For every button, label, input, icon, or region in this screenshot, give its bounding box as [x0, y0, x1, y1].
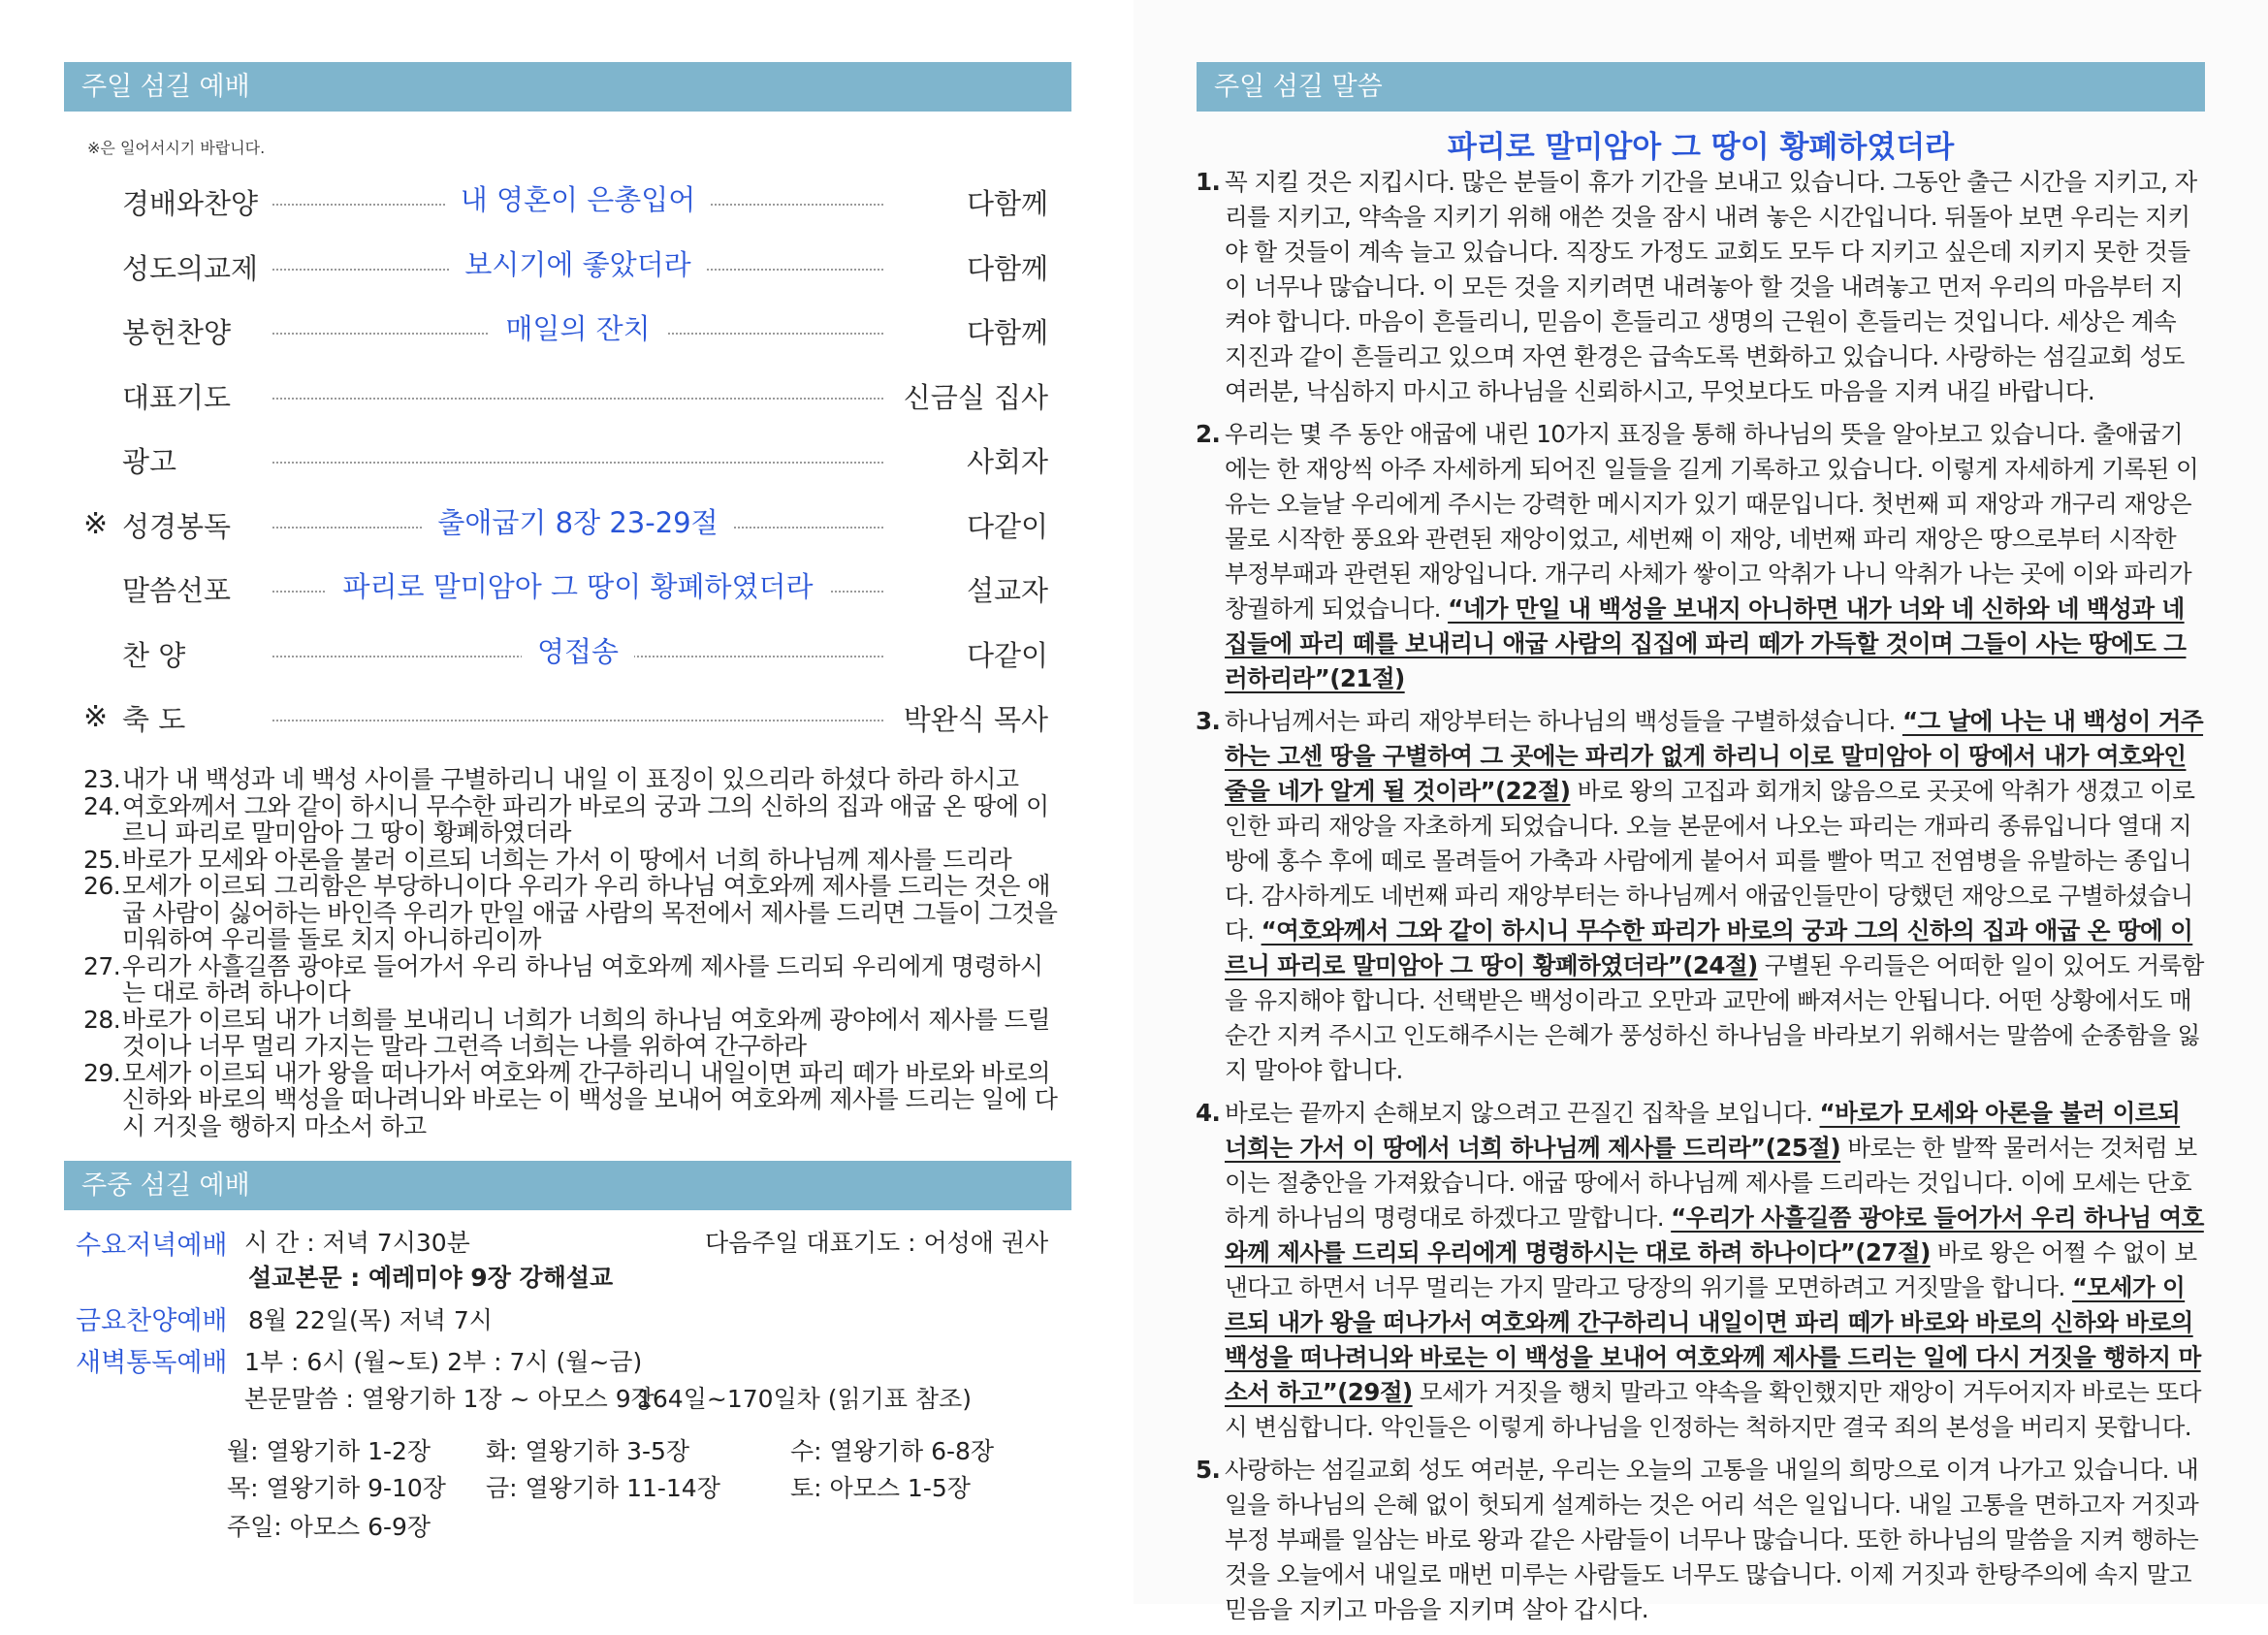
schedule-tue: 화: 열왕기하 3-5장 — [486, 1437, 690, 1465]
dotted-leader — [272, 398, 883, 400]
standing-note: ※은 일어서시기 바랍니다. — [87, 139, 266, 157]
dotted-leader — [272, 462, 883, 464]
order-leader: 신금실 집사 — [903, 380, 1048, 414]
point-text — [1225, 1453, 2204, 1627]
order-title: 보시기에 좋았더라 — [449, 248, 706, 281]
sermon-point — [1196, 165, 2204, 409]
verse-number: 25. — [83, 845, 121, 874]
point-sentence: 사랑하는 섬길교회 성도 여러분, 우리는 오늘의 고통을 내일의 희망으로 이겨 나가고 있습니다. 내일을 하나님의 은혜 없이 헛되게 설계하는 것은 어리 석은 일입니다. 내일 고통을 면하고자 거짓과 부정 부패를 일삼는 바로 왕과 같은 사람들이 너무나 많습니다. 또한 하나님의 말씀을 지켜 행하는 것을 오늘에서 내일로 매번 미루는 사람들도 너무도 많습니다. 이제 거짓과 한탕주의에 속지 말고 믿음을 지키고 마음을 지키며 살아 갑시다. — [1225, 1456, 2199, 1623]
verse-text: 모세가 이르되 내가 왕을 떠나가서 여호와께 간구하리니 내일이면 파리 떼가 바로와 바로의 신하와 바로의 백성을 떠나려니와 바로는 이 백성을 보내어 여호와께 제사를 드리는 일에 다시 거짓을 행하지 마소서 하고 — [122, 1058, 1058, 1140]
order-label: 대표기도 — [122, 380, 232, 414]
scripture-quote: “바로가 모세와 아론을 불러 이르되 너희는 가서 이 땅에서 너희 하나님께 제사를 드리라”(25절) — [1225, 1099, 2181, 1162]
schedule-thu: 목: 열왕기하 9-10장 — [227, 1474, 446, 1502]
schedule-mon: 월: 열왕기하 1-2장 — [227, 1437, 431, 1465]
verse-number: 28. — [83, 1005, 121, 1034]
order-label: 경배와찬양 — [122, 187, 259, 220]
verse-text: 우리가 사흘길쯤 광야로 들어가서 우리 하나님 여호와께 제사를 드리되 우리에게 명령하시는 대로 하려 하나이다 — [122, 951, 1043, 1007]
order-leader: 다같이 — [966, 509, 1048, 543]
order-title: 영접송 — [522, 635, 634, 668]
verse-text: 내가 내 백성과 네 백성 사이를 구별하리니 내일 이 표징이 있으리라 하셨다 하라 하시고 — [122, 765, 1019, 793]
point-sentence: 구별된 우리들은 어떠한 일이 있어도 거룩함을 유지해야 합니다. 선택받은 백성이라고 오만과 교만에 빠져서는 안됩니다. 어떤 상황에서도 매순간 지켜 주시고 인도해주시는 은혜가 풍성하신 하나님을 바라보기 위해서는 말씀에 순종함을 잃지 말아야 합니다. — [1225, 951, 2204, 1084]
order-leader: 사회자 — [966, 445, 1048, 478]
dawn-days: 164일~170일차 (읽기표 참조) — [637, 1385, 972, 1413]
order-row — [83, 175, 1048, 223]
order-title: 매일의 잔치 — [490, 312, 665, 345]
order-leader: 다함께 — [966, 251, 1048, 285]
order-title: 출애굽기 8장 23-29절 — [422, 506, 733, 539]
point-text — [1225, 704, 2204, 1088]
order-row — [83, 369, 1048, 417]
order-label: 말씀선포 — [122, 574, 232, 607]
scripture-quote: “여호와께서 그와 같이 하시니 무수한 파리가 바로의 궁과 그의 신하의 집과 애굽 온 땅에 이르니 파리로 말미암아 그 땅이 황폐하였더라”(24절) — [1225, 916, 2193, 979]
order-row — [83, 497, 1048, 546]
order-label: 봉헌찬양 — [122, 316, 232, 349]
order-leader: 다같이 — [966, 638, 1048, 672]
weekday-worship-header: 주중 섬길 예배 — [64, 1161, 1071, 1210]
point-number: 5. — [1196, 1456, 1221, 1484]
order-label: 찬 양 — [122, 638, 186, 672]
point-number: 2. — [1196, 420, 1221, 448]
wednesday-service-label: 수요저녁예배 — [76, 1231, 228, 1261]
scripture-quote: “모세가 이르되 내가 왕을 떠나가서 여호와께 간구하리니 내일이면 파리 떼가 바로와 바로의 신하와 바로의 백성을 떠나려니와 바로는 이 백성을 보내어 여호와께 제사를 드리는 일에 다시 거짓을 행하지 마소서 하고”(29절) — [1225, 1273, 2201, 1406]
sermon-point — [1196, 1096, 2204, 1445]
order-title-wrap — [272, 243, 883, 283]
order-title-wrap — [272, 565, 883, 605]
verse — [83, 873, 1063, 953]
point-sentence: 하나님께서는 파리 재앙부터는 하나님의 백성들을 구별하셨습니다. — [1225, 707, 1902, 735]
sermon-point — [1196, 1453, 2204, 1627]
sermon-points — [1196, 165, 2204, 1635]
point-sentence: 바로는 끝까지 손해보지 않으려고 끈질긴 집착을 보입니다. — [1225, 1099, 1820, 1127]
verse — [83, 847, 1063, 874]
schedule-sat: 토: 아모스 1-5장 — [790, 1474, 971, 1502]
wednesday-time: 시 간 : 저녁 7시30분 — [244, 1229, 470, 1257]
order-title: 내 영혼이 은총입어 — [445, 183, 712, 216]
schedule-sun: 주일: 아모스 6-9장 — [227, 1513, 431, 1541]
order-leader: 다함께 — [966, 316, 1048, 349]
point-text — [1225, 1096, 2204, 1445]
verse — [83, 766, 1063, 793]
order-row — [83, 690, 1048, 739]
order-leader: 설교자 — [966, 574, 1048, 607]
point-sentence: 우리는 몇 주 동안 애굽에 내린 10가지 표징을 통해 하나님의 뜻을 알아보고 있습니다. 출애굽기에는 한 재앙씩 아주 자세하게 되어진 일들을 길게 기록하고 있습니다. 이렇게 자세하게 기록된 이유는 오늘날 우리에게 주시는 강력한 메시지가 있기 때문입니다. 첫번째 피 재앙과 개구리 재앙은 물로 시작한 풍요와 관련된 재앙이었고, 세번째 이 재앙, 네번째 파리 재앙은 땅으로부터 시작한 부정부패과 관련된 재앙입니다. 개구리 사체가 쌓이고 악취가 나니 악취가 나는 곳에 이와 파리가 창궐하게 되었습니다. — [1225, 420, 2199, 623]
sunday-worship-header: 주일 섬길 예배 — [64, 62, 1071, 112]
verse-number: 24. — [83, 791, 121, 820]
dotted-leader — [272, 720, 883, 721]
friday-time: 8월 22일(목) 저녁 7시 — [248, 1306, 493, 1334]
order-row — [83, 561, 1048, 610]
verse — [83, 793, 1063, 847]
dawn-text: 본문말씀 : 열왕기하 1장 ~ 아모스 9장 — [244, 1385, 655, 1413]
scripture-quote: “우리가 사흘길쯤 광야로 들어가서 우리 하나님 여호와께 제사를 드리되 우리에게 명령하시는 대로 하려 하나이다”(27절) — [1225, 1203, 2204, 1266]
order-row — [83, 433, 1048, 481]
friday-service-label: 금요찬양예배 — [76, 1306, 228, 1336]
point-number: 3. — [1196, 707, 1221, 735]
sunday-sermon-header: 주일 섬길 말씀 — [1197, 62, 2205, 112]
order-row — [83, 626, 1048, 675]
point-sentence: 꼭 지킬 것은 지킵시다. 많은 분들이 휴가 기간을 보내고 있습니다. 그동안 출근 시간을 지키고, 자리를 지키고, 약속을 지키기 위해 애쓴 것을 잠시 내려 놓은 시간입니다. 뒤돌아 보면 우리는 지키야 할 것들이 계속 늘고 있습니다. 직장도 가정도 교회도 모두 다 지키고 싶은데 지키지 못한 것들이 너무나 많습니다. 이 모든 것을 지키려면 내려놓아 할 것을 내려놓고 먼저 우리의 마음부터 지켜야 합니다. 마음이 흔들리니, 믿음이 흔들리고 생명의 근원이 흔들리는 것입니다. 세상은 계속 지진과 같이 흔들리고 있으며 자연 환경은 급속도록 변화하고 있습니다. 사랑하는 섬길교회 성도 여러분, 낙심하지 마시고 하나님을 신뢰하시고, 무엇보다도 마음을 지켜 내길 바랍니다. — [1225, 168, 2197, 405]
verse-number: 27. — [83, 951, 121, 980]
order-title: 파리로 말미암아 그 땅이 황폐하였더라 — [327, 570, 828, 603]
order-row — [83, 240, 1048, 288]
verse — [83, 1007, 1063, 1060]
scripture-reading — [83, 766, 1063, 1139]
point-number: 1. — [1196, 168, 1221, 196]
order-title-wrap — [272, 630, 883, 670]
order-label: 성경봉독 — [122, 509, 232, 543]
order-title-wrap — [272, 178, 883, 218]
point-text — [1225, 165, 2204, 409]
point-number: 4. — [1196, 1099, 1221, 1127]
verse-number: 29. — [83, 1058, 121, 1087]
point-sentence: 모세가 거짓을 행치 말라고 약속을 확인했지만 재앙이 거두어지자 바로는 또다시 변심합니다. 악인들은 이렇게 하나님을 인정하는 척하지만 결국 죄의 본성을 버리지 못합니다. — [1225, 1378, 2201, 1441]
order-label: 광고 — [122, 445, 177, 478]
point-sentence: 바로는 한 발짝 물러서는 것처럼 보이는 절충안을 가져왔습니다. 애굽 땅에서 하나님께 제사를 드리라는 것입니다. 이에 모세는 단호하게 하나님의 명령대로 하겠다고 말합니다. — [1225, 1134, 2197, 1232]
scripture-quote: “네가 만일 내 백성을 보내지 아니하면 내가 너와 네 신하와 네 백성과 네 집들에 파리 떼를 보내리니 애굽 사람의 집집에 파리 떼가 가득할 것이며 그들이 사는 땅에도 그러하리라”(21절) — [1225, 594, 2187, 692]
dawn-service-label: 새벽통독예배 — [76, 1348, 228, 1378]
verse-text: 모세가 이르되 그리함은 부당하니이다 우리가 우리 하나님 여호와께 제사를 드리는 것은 애굽 사람이 싫어하는 바인즉 우리가 만일 애굽 사람의 목전에서 제사를 드리면 그들이 그것을 미워하여 우리를 돌로 치지 아니하리이까 — [122, 872, 1058, 953]
point-text — [1225, 417, 2204, 696]
sermon-title: 파리로 말미암아 그 땅이 황폐하였더라 — [1447, 130, 1955, 165]
schedule-wed: 수: 열왕기하 6-8장 — [790, 1437, 995, 1465]
verse — [83, 953, 1063, 1007]
order-leader: 박완식 목사 — [903, 703, 1048, 736]
verse-number: 23. — [83, 765, 121, 793]
standing-mark: ※ — [83, 700, 109, 734]
scripture-quote: “그 날에 나는 내 백성이 거주하는 고센 땅을 구별하여 그 곳에는 파리가 없게 하리니 이로 말미암아 이 땅에서 내가 여호와인 줄을 네가 알게 될 것이라”(22절) — [1225, 707, 2204, 805]
dawn-time: 1부 : 6시 (월~토) 2부 : 7시 (월~금) — [244, 1348, 643, 1376]
verse — [83, 1060, 1063, 1140]
standing-mark: ※ — [83, 506, 109, 541]
verse-text: 바로가 모세와 아론을 불러 이르되 너희는 가서 이 땅에서 너희 하나님께 제사를 드리라 — [122, 845, 1012, 874]
verse-text: 여호와께서 그와 같이 하시니 무수한 파리가 바로의 궁과 그의 신하의 집과 애굽 온 땅에 이르니 파리로 말미암아 그 땅이 황폐하였더라 — [122, 791, 1049, 847]
order-title-wrap — [272, 307, 883, 347]
verse-number: 26. — [83, 872, 121, 900]
point-sentence: 바로 왕의 고집과 회개치 않음으로 곳곳에 악취가 생겼고 이로 인한 파리 재앙을 자초하게 되었습니다. 오늘 본문에서 나오는 파리는 개파리 종류입니다 열대 지방에 홍수 후에 떼로 몰려들어 가축과 사람에게 붙어서 피를 빨아 먹고 전염병을 유발하는 종입니다. 감사하게도 네번째 파리 재앙부터는 하나님께서 애굽인들만이 당했던 재앙으로 구별하셨습니다. — [1225, 777, 2195, 945]
sermon-point — [1196, 704, 2204, 1088]
point-sentence: 바로 왕은 어쩔 수 없이 보낸다고 하면서 너무 멀리는 가지 말라고 당장의 위기를 모면하려고 거짓말을 합니다. — [1225, 1238, 2197, 1301]
order-leader: 다함께 — [966, 187, 1048, 220]
wednesday-text: 설교본문 : 예레미야 9장 강해설교 — [248, 1264, 614, 1292]
sermon-point — [1196, 417, 2204, 696]
order-label: 축 도 — [122, 703, 186, 736]
order-label: 성도의교제 — [122, 251, 259, 285]
order-title-wrap — [272, 501, 883, 541]
next-sunday-prayer: 다음주일 대표기도 : 어성애 권사 — [705, 1229, 1049, 1257]
schedule-fri: 금: 열왕기하 11-14장 — [486, 1474, 720, 1502]
order-row — [83, 304, 1048, 352]
verse-text: 바로가 이르되 내가 너희를 보내리니 너희가 너희의 하나님 여호와께 광야에서 제사를 드릴 것이나 너무 멀리 가지는 말라 그런즉 너희는 나를 위하여 간구하라 — [122, 1005, 1050, 1060]
